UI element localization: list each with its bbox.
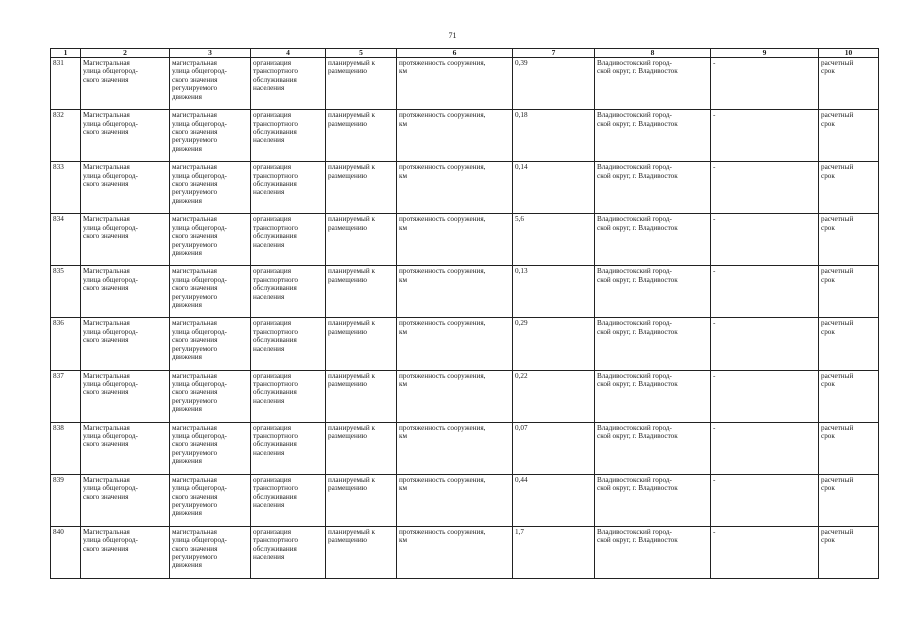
object-status-cell-text: планируемый к размещению [328, 423, 376, 441]
object-name-cell-text: Магистральная улица общегород- ского значения [83, 371, 138, 397]
term-cell [819, 162, 879, 214]
object-status-cell [326, 474, 397, 526]
object-purpose-cell-text: организация транспортного обслуживания населения [253, 319, 298, 353]
column-header: 3 [170, 49, 251, 58]
row-number-cell-text: 836 [53, 319, 64, 328]
object-category-cell-text: магистральная улица общегород- ского значения регулируемого движения [172, 423, 227, 466]
parameter-value-cell-text: 0,29 [515, 319, 528, 328]
term-cell [819, 370, 879, 422]
term-cell [819, 526, 879, 578]
object-category-cell [170, 110, 251, 162]
term-cell [819, 214, 879, 266]
location-cell [595, 58, 711, 110]
object-purpose-cell [251, 370, 326, 422]
parameter-cell-text: протяженность сооружения, км [399, 423, 486, 441]
object-purpose-cell [251, 162, 326, 214]
object-purpose-cell-text: организация транспортного обслуживания населения [253, 215, 298, 249]
object-name-cell [81, 110, 170, 162]
object-status-cell-text: планируемый к размещению [328, 319, 376, 336]
row-number-cell-text: 832 [53, 111, 64, 120]
object-category-cell-text: магистральная улица общегород- ского значения регулируемого движения [172, 215, 227, 257]
location-cell [595, 162, 711, 214]
object-status-cell-text: планируемый к размещению [328, 371, 376, 388]
row-number-cell [51, 266, 81, 318]
object-category-cell-text: магистральная улица общегород- ского значения регулируемого движения [172, 163, 227, 205]
zone-cell-text: - [713, 215, 716, 224]
parameter-value-cell-text: 5,6 [515, 215, 524, 224]
term-cell [819, 110, 879, 162]
object-name-cell-text: Магистральная улица общегород- ского значения [83, 59, 138, 84]
object-category-cell-text: магистральная улица общегород- ского значения регулируемого движения [172, 267, 227, 309]
row-number-cell-text: 839 [53, 475, 64, 484]
object-name-cell [81, 266, 170, 318]
row-number-cell [51, 58, 81, 110]
zone-cell [711, 58, 819, 110]
parameter-cell [397, 162, 513, 214]
object-name-cell-text: Магистральная улица общегород- ского значения [83, 163, 138, 188]
parameter-value-cell [513, 214, 595, 266]
object-purpose-cell-text: организация транспортного обслуживания населения [253, 423, 298, 457]
object-status-cell [326, 162, 397, 214]
parameter-cell-text: протяженность сооружения, км [399, 59, 486, 76]
registry-table [50, 48, 879, 579]
location-cell-text: Владивостокский город- ской округ, г. Владивосток [597, 423, 678, 441]
term-cell [819, 422, 879, 474]
object-purpose-cell [251, 110, 326, 162]
object-name-cell-text: Магистральная улица общегород- ского значения [83, 527, 138, 553]
term-cell-text: расчетный срок [821, 59, 854, 76]
object-status-cell [326, 526, 397, 578]
row-number-cell-text: 833 [53, 163, 64, 172]
object-name-cell-text: Магистральная улица общегород- ского значения [83, 319, 138, 345]
object-category-cell [170, 318, 251, 370]
term-cell-text: расчетный срок [821, 475, 854, 493]
object-category-cell [170, 526, 251, 578]
column-header: 8 [595, 49, 711, 58]
object-purpose-cell [251, 58, 326, 110]
object-purpose-cell [251, 214, 326, 266]
object-status-cell [326, 110, 397, 162]
object-status-cell-text: планируемый к размещению [328, 475, 376, 493]
object-name-cell [81, 422, 170, 474]
object-status-cell-text: планируемый к размещению [328, 267, 376, 284]
object-status-cell [326, 318, 397, 370]
object-category-cell-text: магистральная улица общегород- ского значения регулируемого движения [172, 527, 227, 570]
location-cell [595, 370, 711, 422]
object-status-cell [326, 214, 397, 266]
location-cell-text: Владивостокский город- ской округ, г. Владивосток [597, 267, 678, 284]
object-name-cell-text: Магистральная улица общегород- ского значения [83, 111, 138, 136]
zone-cell [711, 370, 819, 422]
table-row [51, 162, 879, 214]
object-category-cell [170, 162, 251, 214]
object-category-cell-text: магистральная улица общегород- ского значения регулируемого движения [172, 59, 227, 101]
object-status-cell-text: планируемый к размещению [328, 163, 376, 180]
object-name-cell [81, 526, 170, 578]
row-number-cell [51, 526, 81, 578]
object-purpose-cell [251, 318, 326, 370]
object-name-cell-text: Магистральная улица общегород- ского значения [83, 423, 138, 449]
parameter-value-cell [513, 422, 595, 474]
object-name-cell [81, 214, 170, 266]
location-cell [595, 318, 711, 370]
object-name-cell-text: Магистральная улица общегород- ского значения [83, 267, 138, 293]
term-cell [819, 266, 879, 318]
parameter-cell-text: протяженность сооружения, км [399, 527, 486, 545]
parameter-value-cell-text: 0,13 [515, 267, 528, 276]
term-cell-text: расчетный срок [821, 423, 854, 441]
location-cell-text: Владивостокский город- ской округ, г. Владивосток [597, 111, 678, 128]
row-number-cell-text: 837 [53, 371, 64, 380]
object-category-cell [170, 474, 251, 526]
object-purpose-cell-text: организация транспортного обслуживания населения [253, 111, 298, 145]
row-number-cell-text: 838 [53, 423, 64, 432]
table-body [51, 58, 879, 579]
term-cell-text: расчетный срок [821, 267, 854, 284]
column-header: 4 [251, 49, 326, 58]
object-name-cell [81, 162, 170, 214]
object-category-cell [170, 266, 251, 318]
object-purpose-cell [251, 474, 326, 526]
table-row [51, 370, 879, 422]
zone-cell-text: - [713, 319, 716, 328]
term-cell [819, 58, 879, 110]
object-status-cell-text: планируемый к размещению [328, 59, 376, 76]
table-row [51, 318, 879, 370]
object-name-cell-text: Магистральная улица общегород- ского значения [83, 475, 138, 501]
parameter-cell [397, 370, 513, 422]
parameter-value-cell [513, 526, 595, 578]
object-purpose-cell-text: организация транспортного обслуживания населения [253, 475, 298, 509]
object-purpose-cell [251, 422, 326, 474]
zone-cell-text: - [713, 527, 716, 536]
parameter-value-cell-text: 0,14 [515, 163, 528, 172]
zone-cell-text: - [713, 475, 716, 484]
parameter-cell [397, 318, 513, 370]
object-category-cell [170, 370, 251, 422]
location-cell [595, 266, 711, 318]
object-purpose-cell [251, 266, 326, 318]
term-cell-text: расчетный срок [821, 527, 854, 545]
row-number-cell [51, 162, 81, 214]
page-number: 71 [448, 31, 457, 40]
zone-cell [711, 266, 819, 318]
header-row [51, 49, 879, 58]
column-header: 9 [711, 49, 819, 58]
object-status-cell [326, 370, 397, 422]
row-number-cell-text: 831 [53, 59, 64, 67]
row-number-cell [51, 422, 81, 474]
object-name-cell [81, 318, 170, 370]
row-number-cell [51, 474, 81, 526]
row-number-cell [51, 214, 81, 266]
term-cell-text: расчетный срок [821, 163, 854, 180]
object-name-cell [81, 370, 170, 422]
table-row [51, 110, 879, 162]
object-status-cell-text: планируемый к размещению [328, 215, 376, 232]
location-cell-text: Владивостокский город- ской округ, г. Владивосток [597, 527, 678, 545]
location-cell [595, 422, 711, 474]
column-header: 7 [513, 49, 595, 58]
parameter-value-cell-text: 0,18 [515, 111, 528, 120]
term-cell [819, 318, 879, 370]
parameter-cell-text: протяженность сооружения, км [399, 163, 486, 180]
table-row [51, 266, 879, 318]
object-purpose-cell-text: организация транспортного обслуживания населения [253, 59, 298, 93]
object-purpose-cell [251, 526, 326, 578]
term-cell-text: расчетный срок [821, 215, 854, 232]
term-cell-text: расчетный срок [821, 111, 854, 128]
location-cell-text: Владивостокский город- ской округ, г. Владивосток [597, 475, 678, 493]
object-category-cell-text: магистральная улица общегород- ского значения регулируемого движения [172, 111, 227, 153]
table-row [51, 58, 879, 110]
object-status-cell [326, 422, 397, 474]
parameter-cell-text: протяженность сооружения, км [399, 215, 486, 232]
parameter-value-cell-text: 0,44 [515, 475, 528, 484]
parameter-cell-text: протяженность сооружения, км [399, 111, 486, 128]
parameter-cell-text: протяженность сооружения, км [399, 475, 486, 493]
zone-cell [711, 474, 819, 526]
row-number-cell [51, 110, 81, 162]
zone-cell-text: - [713, 267, 716, 276]
location-cell [595, 526, 711, 578]
column-header: 10 [819, 49, 879, 58]
parameter-value-cell [513, 110, 595, 162]
object-name-cell-text: Магистральная улица общегород- ского значения [83, 215, 138, 241]
zone-cell-text: - [713, 371, 716, 380]
object-category-cell [170, 58, 251, 110]
zone-cell [711, 318, 819, 370]
parameter-value-cell-text: 0,22 [515, 371, 528, 380]
object-status-cell-text: планируемый к размещению [328, 111, 376, 128]
term-cell-text: расчетный срок [821, 319, 854, 336]
zone-cell-text: - [713, 163, 716, 172]
object-category-cell-text: магистральная улица общегород- ского значения регулируемого движения [172, 475, 227, 518]
parameter-value-cell [513, 370, 595, 422]
object-name-cell [81, 474, 170, 526]
column-header: 1 [51, 49, 81, 58]
zone-cell [711, 110, 819, 162]
object-status-cell-text: планируемый к размещению [328, 527, 376, 545]
zone-cell [711, 162, 819, 214]
location-cell-text: Владивостокский город- ской округ, г. Владивосток [597, 215, 678, 232]
object-category-cell [170, 214, 251, 266]
column-header: 5 [326, 49, 397, 58]
term-cell [819, 474, 879, 526]
parameter-cell-text: протяженность сооружения, км [399, 371, 486, 388]
row-number-cell [51, 318, 81, 370]
parameter-value-cell [513, 58, 595, 110]
parameter-cell-text: протяженность сооружения, км [399, 319, 486, 336]
location-cell-text: Владивостокский город- ской округ, г. Владивосток [597, 319, 678, 336]
parameter-value-cell [513, 266, 595, 318]
object-category-cell-text: магистральная улица общегород- ского значения регулируемого движения [172, 371, 227, 414]
zone-cell-text: - [713, 111, 716, 120]
parameter-cell [397, 526, 513, 578]
row-number-cell-text: 835 [53, 267, 64, 276]
location-cell-text: Владивостокский город- ской округ, г. Владивосток [597, 59, 678, 76]
object-purpose-cell-text: организация транспортного обслуживания населения [253, 527, 298, 562]
zone-cell [711, 526, 819, 578]
object-category-cell [170, 422, 251, 474]
zone-cell [711, 422, 819, 474]
location-cell [595, 110, 711, 162]
column-header: 2 [81, 49, 170, 58]
object-purpose-cell-text: организация транспортного обслуживания населения [253, 371, 298, 405]
object-category-cell-text: магистральная улица общегород- ского значения регулируемого движения [172, 319, 227, 362]
location-cell-text: Владивостокский город- ской округ, г. Владивосток [597, 371, 678, 388]
row-number-cell [51, 370, 81, 422]
column-header: 6 [397, 49, 513, 58]
parameter-cell [397, 266, 513, 318]
parameter-cell [397, 422, 513, 474]
parameter-value-cell [513, 474, 595, 526]
parameter-cell [397, 110, 513, 162]
parameter-cell [397, 58, 513, 110]
parameter-value-cell [513, 318, 595, 370]
table-row [51, 214, 879, 266]
object-status-cell [326, 266, 397, 318]
object-name-cell [81, 58, 170, 110]
location-cell-text: Владивостокский город- ской округ, г. Владивосток [597, 163, 678, 180]
location-cell [595, 214, 711, 266]
parameter-value-cell-text: 0,07 [515, 423, 528, 432]
zone-cell-text: - [713, 423, 716, 432]
parameter-cell [397, 474, 513, 526]
parameter-value-cell-text: 1,7 [515, 527, 524, 536]
term-cell-text: расчетный срок [821, 371, 854, 388]
object-purpose-cell-text: организация транспортного обслуживания населения [253, 267, 298, 301]
zone-cell-text: - [713, 59, 716, 67]
table-row [51, 422, 879, 474]
row-number-cell-text: 840 [53, 527, 64, 536]
parameter-value-cell [513, 162, 595, 214]
parameter-cell-text: протяженность сооружения, км [399, 267, 486, 284]
parameter-value-cell-text: 0,39 [515, 59, 528, 67]
parameter-cell [397, 214, 513, 266]
object-status-cell [326, 58, 397, 110]
table-row [51, 526, 879, 578]
object-purpose-cell-text: организация транспортного обслуживания населения [253, 163, 298, 197]
location-cell [595, 474, 711, 526]
row-number-cell-text: 834 [53, 215, 64, 224]
table-row [51, 474, 879, 526]
zone-cell [711, 214, 819, 266]
